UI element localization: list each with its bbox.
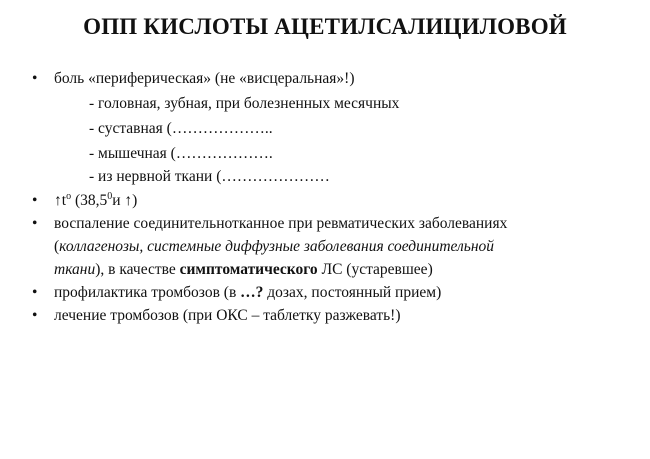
- arrow-up-icon: ↑: [54, 192, 62, 209]
- prophylaxis-text-b: дозах, постоянный прием): [263, 284, 442, 301]
- zero-sup: 0: [107, 191, 113, 202]
- inflammation-line-3: [54, 261, 433, 279]
- bullet-item-treatment: лечение тромбозов (при ОКС – таблетку разжевать!): [54, 307, 401, 324]
- obsolete-text: ЛС (устаревшее): [317, 261, 433, 278]
- bullet-item-pain: боль «периферическая» (не «висцеральная»!): [54, 70, 355, 87]
- fever-value: (38,5: [71, 192, 108, 209]
- bullet-item-inflammation: воспаление соединительнотканное при ревматических заболеваниях: [54, 215, 508, 232]
- tissue-italic: ткани: [54, 261, 96, 278]
- collagenoses-italic: коллагенозы, системные диффузные заболевания соединительной: [59, 238, 495, 255]
- temperature-t: t: [61, 192, 67, 209]
- prophylaxis-text-a: профилактика тромбозов (в: [54, 284, 241, 301]
- paren-open: (: [54, 238, 60, 255]
- dose-question-bold: …?: [240, 284, 264, 301]
- usage-text: ), в качестве: [95, 261, 180, 278]
- sub-item-muscle: - мышечная (……………….: [89, 145, 273, 162]
- bullet-marker: •: [32, 307, 38, 324]
- bullet-marker: •: [32, 215, 38, 232]
- bullet-item-prophylaxis: [54, 284, 441, 302]
- bullet-item-fever: [54, 192, 137, 210]
- sub-item-nerve: - из нервной ткани (…………………: [89, 168, 330, 185]
- degree-sup: o: [66, 191, 72, 202]
- symptomatic-bold: симптоматического: [179, 261, 318, 278]
- bullet-marker: •: [32, 70, 38, 87]
- slide-title: ОПП КИСЛОТЫ АЦЕТИЛСАЛИЦИЛОВОЙ: [83, 14, 567, 39]
- sub-item-joint: - суставная (………………..: [89, 120, 273, 137]
- inflammation-line-2: [54, 238, 494, 256]
- bullet-marker: •: [32, 192, 38, 209]
- bullet-marker: •: [32, 284, 38, 301]
- sub-item-headache: - головная, зубная, при болезненных месячных: [89, 95, 400, 112]
- fever-rest: и ↑): [112, 192, 138, 209]
